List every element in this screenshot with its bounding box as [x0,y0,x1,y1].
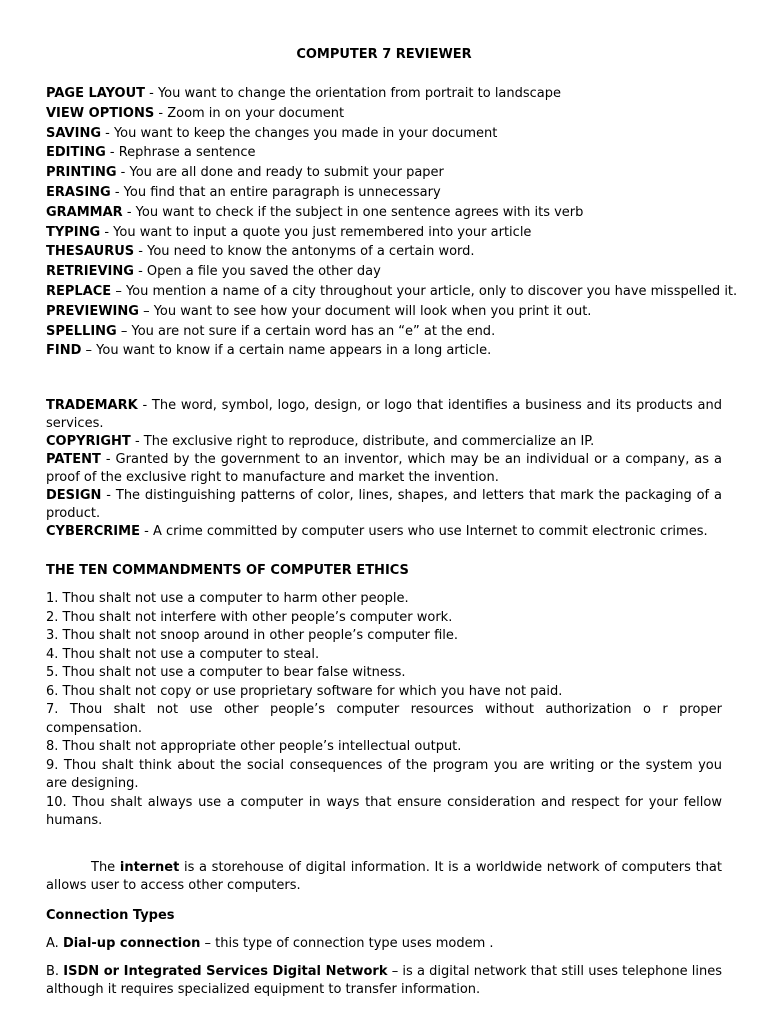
definition-separator: - [100,224,114,240]
definition-text: You want to keep the changes you made in your document [113,125,498,141]
definition-text: You need to know the antonyms of a certain word. [147,244,475,260]
definition-separator: – [116,323,132,339]
definition-item [46,84,722,104]
definition-text: You find that an entire paragraph is unnecessary [123,184,441,200]
ip-term-text: The distinguishing patterns of color, lines, shapes, and letters that mark the packaging of a product. [46,488,722,522]
definition-item [46,183,722,203]
ip-term: COPYRIGHT [46,434,131,450]
connection-text: – this type of connection type uses modem . [200,935,494,951]
commandment-item: 5. Thou shalt not use a computer to bear false witness. [46,665,406,681]
connection-item [46,935,722,953]
definition-separator: - [101,125,114,141]
definition-item [46,302,722,322]
connection-heading: Connection Types [46,907,175,923]
definition-item [46,143,722,163]
ip-term-text: The exclusive right to reproduce, distribute, and commercialize an IP. [143,434,595,450]
ip-term-text: A crime committed by computer users who use Internet to commit electronic crimes. [152,524,708,540]
ip-term: DESIGN [46,488,102,504]
definitions-list [46,84,738,361]
commandment-item: 6. Thou shalt not copy or use proprietary software for which you have not paid. [46,683,563,699]
definition-item [46,163,722,183]
definition-term: PAGE LAYOUT [46,86,145,101]
ip-term-item [46,433,722,451]
definition-item [46,104,722,124]
definition-separator: - [134,244,148,260]
definition-separator: - [116,165,130,181]
definition-separator: - [110,184,124,200]
commandment-item: 2. Thou shalt not interfere with other people’s computer work. [46,609,453,625]
commandment-item: 3. Thou shalt not snoop around in other people’s computer file. [46,628,459,644]
definition-term: SAVING [46,125,101,141]
definition-separator: – [81,343,97,359]
definition-text: You mention a name of a city throughout your article, only to discover you have misspelled it. [125,283,738,299]
definition-separator: - [154,105,168,121]
ip-term-item [46,523,722,541]
definition-term: SPELLING [46,323,117,339]
internet-prefix: The [91,859,120,875]
definition-term: VIEW OPTIONS [46,105,155,121]
connection-term: Dial-up connection [62,935,201,951]
connection-text: – is a digital network that still uses telephone lines although it requires specialized equipment to transfer information. [46,963,722,997]
definition-item [46,282,738,302]
commandment-item: 7. Thou shalt not use other people’s computer resources without authorization o r proper compensation. [46,702,722,736]
internet-paragraph [46,859,722,895]
definition-separator: – [138,303,154,319]
definition-separator: - [105,145,119,161]
definition-separator: - [145,86,158,101]
definition-separator: - [122,204,136,220]
definition-term: PRINTING [46,165,117,181]
definition-item [46,262,722,282]
ip-terms-list [46,397,722,541]
definition-text: You want to know if a certain name appears in a long article. [96,343,492,359]
definition-text: Open a file you saved the other day [146,264,381,280]
definition-text: You are not sure if a certain word has an “e” at the end. [131,323,496,339]
definition-term: REPLACE [46,283,112,299]
definition-text: You want to change the orientation from portrait to landscape [157,86,562,101]
ip-term-item [46,451,722,487]
definition-text: You want to check if the subject in one sentence agrees with its verb [135,204,584,220]
connection-label: A. [46,935,63,951]
definition-item [46,322,722,342]
definition-item [46,223,722,243]
ip-term-separator: - [100,452,116,468]
definition-term: RETRIEVING [46,264,134,280]
ip-term-text: The word, symbol, logo, design, or logo that identifies a business and its products and services. [46,398,722,432]
ip-term-separator: - [137,398,152,414]
definition-term: FIND [46,343,82,359]
definition-text: You want to input a quote you just remembered into your article [113,224,532,240]
definition-term: GRAMMAR [46,204,123,220]
ip-term-separator: - [139,524,153,540]
ip-term-separator: - [130,434,144,450]
definition-text: Zoom in on your document [167,105,345,121]
definition-term: ERASING [46,184,111,200]
definition-text: You want to see how your document will look when you print it out. [153,303,592,319]
commandments-list [46,590,722,831]
ip-term-separator: - [101,488,116,504]
definition-separator: – [111,283,126,299]
document-title: COMPUTER 7 REVIEWER [296,47,472,62]
ip-term-item [46,487,722,523]
definition-separator: - [133,264,147,280]
ip-term: CYBERCRIME [46,524,140,540]
ip-term: PATENT [46,452,101,468]
ip-term-text: Granted by the government to an inventor, which may be an individual or a company, as a proof of the exclusive right to manufacture and market the invention. [46,452,722,486]
commandment-item: 10. Thou shalt always use a computer in ways that ensure consideration and respect for your fellow humans. [46,794,722,829]
ip-term-item [46,397,722,433]
internet-text: is a storehouse of digital information. It is a worldwide network of computers that allows user to access other computers. [46,859,722,893]
definition-term: EDITING [46,145,106,161]
definition-text: Rephrase a sentence [118,145,256,161]
commandment-item: 9. Thou shalt think about the social consequences of the program you are writing or the system you are designing. [46,757,722,792]
ip-term: TRADEMARK [46,398,138,414]
commandment-item: 8. Thou shalt not appropriate other people’s intellectual output. [46,739,462,755]
definition-term: TYPING [46,224,101,240]
definition-item [46,124,722,144]
connection-term: ISDN or Integrated Services Digital Network [63,963,388,979]
connection-item [46,963,722,999]
definition-item [46,242,722,262]
ethics-heading: THE TEN COMMANDMENTS OF COMPUTER ETHICS [46,563,409,579]
definition-item [46,203,722,223]
internet-term: internet [119,859,180,875]
definition-term: THESAURUS [46,244,135,260]
connection-label: B. [46,963,64,979]
definition-text: You are all done and ready to submit your paper [129,165,444,181]
definition-item [46,341,722,361]
definition-term: PREVIEWING [46,303,139,319]
commandment-item: 1. Thou shalt not use a computer to harm other people. [46,591,409,607]
commandment-item: 4. Thou shalt not use a computer to steal. [46,646,320,662]
